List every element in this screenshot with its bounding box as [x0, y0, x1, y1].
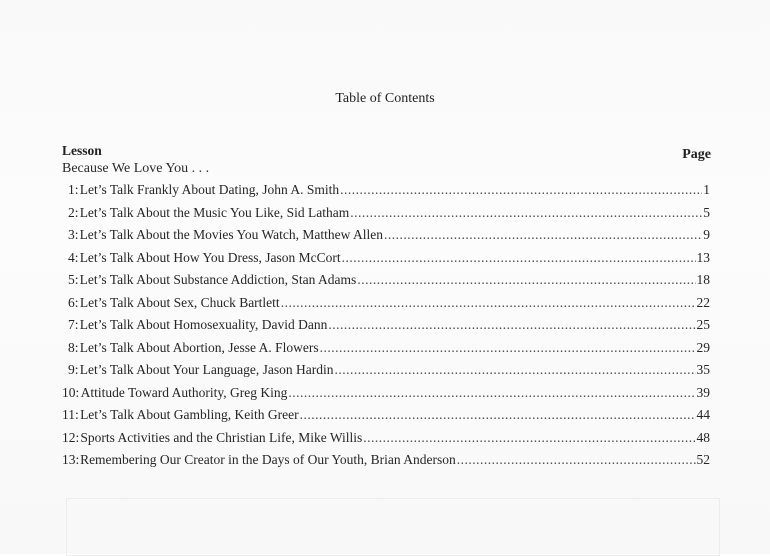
entry-title: Let’s Talk About Substance Addiction, Stan Adams: [79, 272, 357, 287]
entry-number: 3:: [68, 227, 79, 242]
toc-entry-list: [62, 182, 710, 475]
toc-entry: [62, 182, 710, 205]
dot-leader: [281, 295, 696, 311]
entry-number: 8:: [68, 339, 79, 355]
dot-leader: [350, 205, 702, 221]
entry-title: Let’s Talk About Sex, Chuck Bartlett: [79, 294, 280, 310]
entry-title: Let’s Talk About Gambling, Keith Greer: [80, 407, 299, 422]
toc-entry: [62, 385, 710, 408]
toc-entry: [62, 205, 710, 228]
entry-page-number: 22: [696, 294, 710, 310]
dot-leader: [300, 407, 696, 423]
entry-page-number: 1: [703, 182, 710, 197]
entry-page-number: 5: [703, 204, 710, 220]
entry-title: Let’s Talk About Abortion, Jesse A. Flowers: [79, 339, 319, 355]
toc-entry: [62, 452, 710, 475]
toc-entry: [62, 340, 710, 363]
entry-number: 5:: [68, 272, 79, 287]
toc-entry: [62, 362, 710, 385]
entry-title: Let’s Talk About Homosexuality, David Dann: [79, 317, 328, 332]
intro-line: Because We Love You . . .: [62, 161, 210, 176]
entry-page-number: 44: [696, 407, 710, 422]
entry-page-number: 9: [703, 227, 710, 242]
entry-title: Sports Activities and the Christian Life, Mike Willis: [80, 429, 363, 445]
entry-page-number: 39: [696, 384, 710, 400]
entry-title: Let’s Talk About Your Language, Jason Hardin: [79, 362, 334, 377]
dot-leader: [363, 430, 695, 446]
entry-number: 4:: [68, 249, 79, 265]
entry-number: 10:: [62, 384, 80, 400]
entry-page-number: 18: [696, 272, 710, 287]
dot-leader: [328, 317, 695, 333]
dot-leader: [320, 340, 696, 356]
toc-entry: [62, 272, 710, 295]
entry-title: Let’s Talk About the Movies You Watch, Matthew Allen: [79, 227, 384, 242]
entry-page-number: 29: [696, 339, 710, 355]
dot-leader: [334, 362, 695, 378]
dot-leader: [457, 452, 696, 468]
entry-page-number: 52: [696, 452, 710, 467]
lesson-column-header: Lesson: [62, 143, 102, 158]
entry-title: Attitude Toward Authority, Greg King: [80, 384, 288, 400]
dot-leader: [288, 385, 695, 401]
page-title: Table of Contents: [335, 91, 435, 106]
entry-page-number: 25: [696, 317, 710, 332]
entry-title: Let’s Talk About How You Dress, Jason McCort: [79, 249, 341, 265]
toc-entry: [62, 317, 710, 340]
entry-page-number: 48: [696, 429, 710, 445]
entry-title: Remembering Our Creator in the Days of Our Youth, Brian Anderson: [80, 452, 456, 467]
toc-entry: [62, 430, 710, 453]
dot-leader: [357, 272, 695, 288]
entry-number: 13:: [62, 452, 80, 467]
toc-entry: [62, 227, 710, 250]
entry-number: 6:: [68, 294, 79, 310]
entry-page-number: 13: [696, 249, 710, 265]
dot-leader: [384, 227, 702, 243]
entry-page-number: 35: [696, 362, 710, 377]
dot-leader: [342, 250, 696, 266]
entry-number: 2:: [68, 204, 79, 220]
toc-entry: [62, 407, 710, 430]
entry-number: 1:: [68, 182, 79, 197]
entry-number: 9:: [68, 362, 79, 377]
entry-title: Let’s Talk Frankly About Dating, John A. Smith: [79, 182, 340, 197]
toc-entry: [62, 295, 710, 318]
dot-leader: [340, 182, 702, 198]
entry-number: 11:: [62, 407, 79, 422]
page-column-header: Page: [682, 147, 711, 162]
entry-number: 12:: [62, 429, 80, 445]
toc-entry: [62, 250, 710, 273]
entry-number: 7:: [68, 317, 79, 332]
entry-title: Let’s Talk About the Music You Like, Sid Latham: [79, 204, 350, 220]
bleed-through-box: [66, 498, 720, 556]
